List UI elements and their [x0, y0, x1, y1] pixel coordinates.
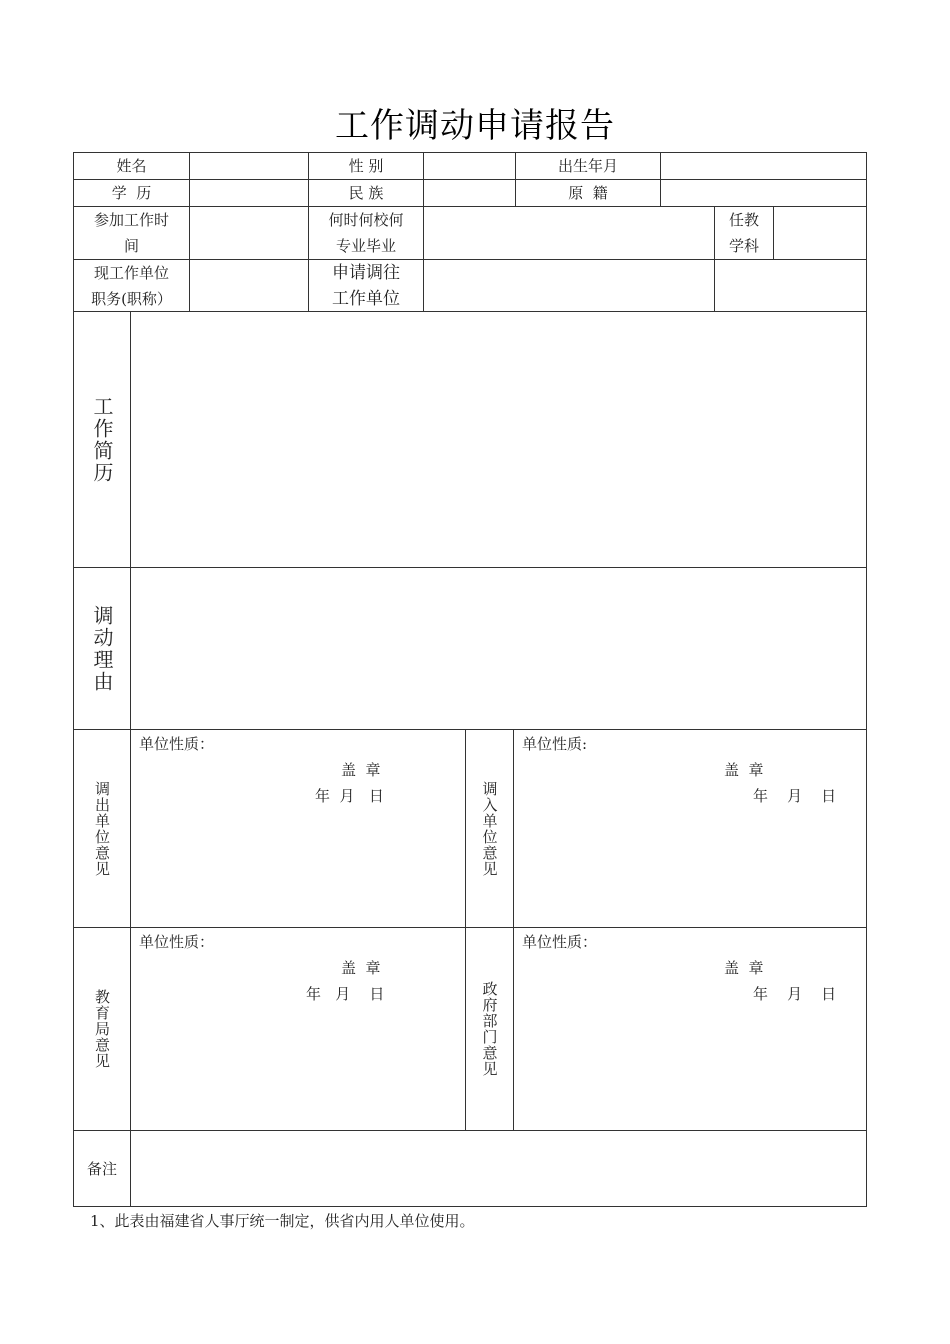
- out-unit-seal: 盖 章: [341, 761, 381, 779]
- current-unit-field[interactable]: [189, 259, 309, 312]
- out-unit-opinion-label-text: 调出单位意见: [93, 780, 111, 877]
- work-history-label-text: 工作简历: [90, 395, 114, 484]
- start-work-label-line1: 参加工作时: [93, 211, 169, 229]
- graduate-field[interactable]: [423, 206, 715, 260]
- current-unit-label: [73, 259, 190, 312]
- out-unit-opinion-field[interactable]: [130, 729, 466, 928]
- subject-field[interactable]: [773, 206, 867, 260]
- work-history-label: [73, 311, 131, 568]
- in-unit-opinion-label-text: 调入单位意见: [480, 780, 499, 877]
- name-label: 姓名: [73, 152, 190, 180]
- in-unit-seal: 盖 章: [724, 761, 764, 779]
- native-field[interactable]: [660, 179, 867, 207]
- ethnicity-field[interactable]: [423, 179, 516, 207]
- graduate-label-line1: 何时何校何: [328, 211, 404, 229]
- target-unit-label-line1: 申请调往: [332, 262, 400, 283]
- gov-dept-opinion-label-text: 政府部门意见: [480, 981, 499, 1077]
- edu-bureau-date: 年 月 日: [306, 985, 385, 1003]
- graduate-label-line2: 专业毕业: [335, 237, 396, 255]
- out-unit-date: 年 月 日: [315, 787, 384, 805]
- remarks-field[interactable]: [130, 1130, 867, 1207]
- target-unit-extra-field[interactable]: [714, 259, 867, 312]
- in-unit-opinion-field[interactable]: [513, 729, 867, 928]
- remarks-label: 备注: [73, 1130, 131, 1207]
- target-unit-label-line2: 工作单位: [332, 288, 400, 309]
- out-unit-opinion-label: [73, 729, 131, 928]
- gender-label: 性 别: [308, 152, 424, 180]
- start-work-label: [73, 206, 190, 260]
- gov-dept-opinion-field[interactable]: [513, 927, 867, 1131]
- subject-label-line1: 任教: [728, 211, 759, 229]
- work-history-field[interactable]: [130, 311, 867, 568]
- target-unit-field[interactable]: [423, 259, 715, 312]
- native-label: 原 籍: [515, 179, 661, 207]
- transfer-reason-field[interactable]: [130, 567, 867, 730]
- in-unit-nature: 单位性质:: [522, 735, 588, 753]
- edu-bureau-opinion-field[interactable]: [130, 927, 466, 1131]
- edu-bureau-opinion-label: [73, 927, 131, 1131]
- subject-label: [714, 206, 774, 260]
- education-label: 学 历: [73, 179, 190, 207]
- gov-dept-date: 年 月 日: [753, 985, 837, 1003]
- in-unit-opinion-label: [465, 729, 514, 928]
- name-field[interactable]: [189, 152, 309, 180]
- education-field[interactable]: [189, 179, 309, 207]
- edu-bureau-seal: 盖 章: [341, 959, 381, 977]
- gender-field[interactable]: [423, 152, 516, 180]
- target-unit-label: [308, 259, 424, 312]
- current-unit-label-line1: 现工作单位: [93, 263, 169, 282]
- footnote: 1、此表由福建省人事厅统一制定，供省内用人单位使用。: [90, 1212, 475, 1230]
- out-unit-nature: 单位性质：: [139, 735, 215, 753]
- current-unit-label-line2: 职务(职称）: [91, 289, 172, 308]
- transfer-reason-label: [73, 567, 131, 730]
- birth-label: 出生年月: [515, 152, 661, 180]
- start-work-field[interactable]: [189, 206, 309, 260]
- gov-dept-seal: 盖 章: [724, 959, 764, 977]
- subject-label-line2: 学科: [728, 237, 759, 255]
- ethnicity-label: 民 族: [308, 179, 424, 207]
- page-title: 工作调动申请报告: [335, 106, 615, 146]
- birth-field[interactable]: [660, 152, 867, 180]
- gov-dept-nature: 单位性质：: [522, 933, 598, 951]
- start-work-label-line2: 间: [123, 237, 139, 255]
- graduate-label: [308, 206, 424, 260]
- in-unit-date: 年 月 日: [753, 787, 837, 805]
- transfer-reason-label-text: 调动理由: [90, 604, 114, 693]
- edu-bureau-nature: 单位性质：: [139, 933, 215, 951]
- gov-dept-opinion-label: [465, 927, 514, 1131]
- edu-bureau-opinion-label-text: 教育局意见: [93, 989, 111, 1069]
